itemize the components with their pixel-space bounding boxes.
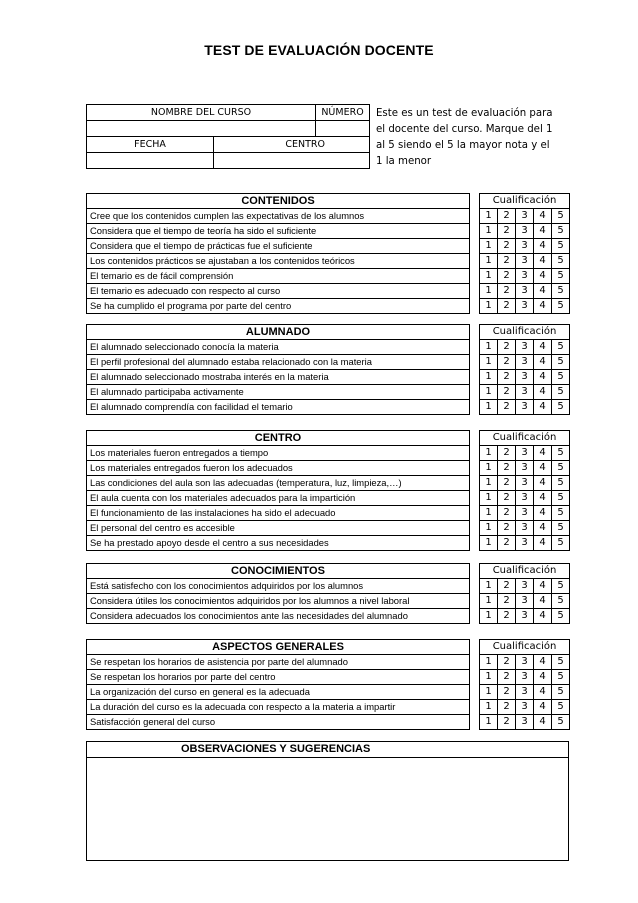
spacer	[470, 400, 480, 415]
question-text: El alumnado comprendía con facilidad el temario	[87, 400, 470, 415]
question-row	[87, 239, 570, 254]
center-field[interactable]	[214, 153, 370, 169]
question-text: Considera que el tiempo de prácticas fue el suficiente	[87, 239, 470, 254]
spacer	[470, 284, 480, 299]
question-row	[87, 594, 570, 609]
question-text: Se respetan los horarios de asistencia por parte del alumnado	[87, 655, 470, 670]
rating-option-5[interactable]: 5	[552, 609, 570, 624]
rating-option-3[interactable]: 3	[516, 670, 534, 685]
rating-option-1[interactable]: 1	[480, 461, 498, 476]
spacer	[470, 299, 480, 314]
section-title: ASPECTOS GENERALES	[87, 640, 470, 655]
spacer	[470, 239, 480, 254]
spacer	[470, 209, 480, 224]
rating-option-4[interactable]: 4	[534, 370, 552, 385]
rating-option-3[interactable]: 3	[516, 355, 534, 370]
rating-option-5[interactable]: 5	[552, 224, 570, 239]
question-text: Los contenidos prácticos se ajustaban a los contenidos teóricos	[87, 254, 470, 269]
rating-option-2[interactable]: 2	[498, 579, 516, 594]
rating-option-4[interactable]: 4	[534, 385, 552, 400]
rating-header: Cualificación	[480, 640, 570, 655]
rating-option-1[interactable]: 1	[480, 536, 498, 551]
course-name-label: NOMBRE DEL CURSO	[87, 105, 316, 121]
rating-option-3[interactable]: 3	[516, 340, 534, 355]
rating-option-3[interactable]: 3	[516, 461, 534, 476]
question-text: El alumnado seleccionado mostraba interés en la materia	[87, 370, 470, 385]
spacer	[470, 355, 480, 370]
question-text: El temario es de fácil comprensión	[87, 269, 470, 284]
rating-option-3[interactable]: 3	[516, 269, 534, 284]
section-title: ALUMNADO	[87, 325, 470, 340]
rating-option-5[interactable]: 5	[552, 521, 570, 536]
rating-option-3[interactable]: 3	[516, 239, 534, 254]
section-title: CENTRO	[87, 431, 470, 446]
rating-option-2[interactable]: 2	[498, 476, 516, 491]
course-name-field[interactable]	[87, 121, 316, 137]
rating-option-2[interactable]: 2	[498, 655, 516, 670]
spacer	[470, 594, 480, 609]
question-text: Se respetan los horarios por parte del centro	[87, 670, 470, 685]
spacer	[470, 446, 480, 461]
rating-option-2[interactable]: 2	[498, 594, 516, 609]
rating-option-1[interactable]: 1	[480, 521, 498, 536]
rating-option-2[interactable]: 2	[498, 299, 516, 314]
rating-option-3[interactable]: 3	[516, 446, 534, 461]
rating-option-4[interactable]: 4	[534, 685, 552, 700]
rating-option-1[interactable]: 1	[480, 655, 498, 670]
rating-option-1[interactable]: 1	[480, 594, 498, 609]
question-row	[87, 340, 570, 355]
spacer	[470, 269, 480, 284]
rating-option-4[interactable]: 4	[534, 521, 552, 536]
spacer	[470, 461, 480, 476]
course-number-field[interactable]	[316, 121, 370, 137]
question-text: Satisfacción general del curso	[87, 715, 470, 730]
rating-option-1[interactable]: 1	[480, 609, 498, 624]
rating-option-4[interactable]: 4	[534, 536, 552, 551]
question-row	[87, 536, 570, 551]
question-row	[87, 685, 570, 700]
spacer	[470, 670, 480, 685]
rating-option-2[interactable]: 2	[498, 700, 516, 715]
rating-option-1[interactable]: 1	[480, 239, 498, 254]
rating-option-5[interactable]: 5	[552, 209, 570, 224]
question-text: Considera útiles los conocimientos adquiridos por los alumnos a nivel laboral	[87, 594, 470, 609]
rating-option-1[interactable]: 1	[480, 446, 498, 461]
rating-header: Cualificación	[480, 194, 570, 209]
rating-option-1[interactable]: 1	[480, 224, 498, 239]
spacer	[470, 194, 480, 209]
rating-option-3[interactable]: 3	[516, 476, 534, 491]
rating-option-2[interactable]: 2	[498, 521, 516, 536]
question-text: El funcionamiento de las instalaciones ha sido el adecuado	[87, 506, 470, 521]
rating-option-4[interactable]: 4	[534, 609, 552, 624]
rating-option-4[interactable]: 4	[534, 476, 552, 491]
rating-option-1[interactable]: 1	[480, 715, 498, 730]
spacer	[470, 715, 480, 730]
rating-option-5[interactable]: 5	[552, 355, 570, 370]
spacer	[470, 325, 480, 340]
question-row	[87, 579, 570, 594]
rating-option-2[interactable]: 2	[498, 670, 516, 685]
rating-option-3[interactable]: 3	[516, 594, 534, 609]
question-row	[87, 655, 570, 670]
rating-option-1[interactable]: 1	[480, 355, 498, 370]
rating-option-3[interactable]: 3	[516, 700, 534, 715]
question-row	[87, 224, 570, 239]
rating-option-1[interactable]: 1	[480, 579, 498, 594]
rating-option-3[interactable]: 3	[516, 506, 534, 521]
spacer	[470, 640, 480, 655]
rating-option-3[interactable]: 3	[516, 536, 534, 551]
rating-option-4[interactable]: 4	[534, 594, 552, 609]
rating-option-5[interactable]: 5	[552, 685, 570, 700]
rating-option-2[interactable]: 2	[498, 506, 516, 521]
rating-option-5[interactable]: 5	[552, 476, 570, 491]
rating-option-4[interactable]: 4	[534, 400, 552, 415]
question-text: Los materiales fueron entregados a tiempo	[87, 446, 470, 461]
section-title: CONTENIDOS	[87, 194, 470, 209]
section-table-0	[86, 193, 570, 314]
rating-option-2[interactable]: 2	[498, 491, 516, 506]
spacer	[470, 370, 480, 385]
question-row	[87, 254, 570, 269]
spacer	[470, 431, 480, 446]
rating-option-2[interactable]: 2	[498, 355, 516, 370]
question-text: El perfil profesional del alumnado estaba relacionado con la materia	[87, 355, 470, 370]
spacer	[470, 476, 480, 491]
rating-option-5[interactable]: 5	[552, 506, 570, 521]
question-text: Considera adecuados los conocimientos ante las necesidades del alumnado	[87, 609, 470, 624]
rating-option-5[interactable]: 5	[552, 370, 570, 385]
rating-option-3[interactable]: 3	[516, 254, 534, 269]
observations-box[interactable]	[86, 741, 569, 861]
rating-option-4[interactable]: 4	[534, 224, 552, 239]
rating-option-5[interactable]: 5	[552, 491, 570, 506]
question-row	[87, 370, 570, 385]
rating-option-4[interactable]: 4	[534, 254, 552, 269]
rating-header: Cualificación	[480, 431, 570, 446]
rating-header: Cualificación	[480, 564, 570, 579]
rating-option-5[interactable]: 5	[552, 670, 570, 685]
question-row	[87, 521, 570, 536]
observations-header	[87, 742, 568, 758]
rating-option-5[interactable]: 5	[552, 655, 570, 670]
rating-option-1[interactable]: 1	[480, 400, 498, 415]
question-text: El personal del centro es accesible	[87, 521, 470, 536]
rating-option-2[interactable]: 2	[498, 609, 516, 624]
rating-option-2[interactable]: 2	[498, 340, 516, 355]
rating-option-1[interactable]: 1	[480, 370, 498, 385]
rating-option-2[interactable]: 2	[498, 446, 516, 461]
rating-option-1[interactable]: 1	[480, 700, 498, 715]
rating-option-4[interactable]: 4	[534, 655, 552, 670]
date-label: FECHA	[87, 137, 214, 153]
rating-option-2[interactable]: 2	[498, 370, 516, 385]
section-table-1	[86, 324, 570, 415]
rating-option-4[interactable]: 4	[534, 284, 552, 299]
question-row	[87, 700, 570, 715]
question-row	[87, 284, 570, 299]
rating-option-5[interactable]: 5	[552, 299, 570, 314]
spacer	[470, 385, 480, 400]
section-table-4	[86, 639, 570, 730]
question-text: Considera que el tiempo de teoría ha sido el suficiente	[87, 224, 470, 239]
spacer	[470, 536, 480, 551]
date-field[interactable]	[87, 153, 214, 169]
rating-option-1[interactable]: 1	[480, 340, 498, 355]
rating-option-2[interactable]: 2	[498, 400, 516, 415]
question-row	[87, 476, 570, 491]
spacer	[470, 224, 480, 239]
rating-option-5[interactable]: 5	[552, 254, 570, 269]
rating-option-2[interactable]: 2	[498, 284, 516, 299]
rating-option-3[interactable]: 3	[516, 521, 534, 536]
rating-option-1[interactable]: 1	[480, 506, 498, 521]
question-row	[87, 506, 570, 521]
rating-option-3[interactable]: 3	[516, 400, 534, 415]
rating-option-2[interactable]: 2	[498, 269, 516, 284]
question-text: Cree que los contenidos cumplen las expectativas de los alumnos	[87, 209, 470, 224]
question-row	[87, 299, 570, 314]
rating-option-1[interactable]: 1	[480, 284, 498, 299]
spacer	[470, 655, 480, 670]
section-title: CONOCIMIENTOS	[87, 564, 470, 579]
rating-option-3[interactable]: 3	[516, 715, 534, 730]
question-text: La duración del curso es la adecuada con respecto a la materia a impartir	[87, 700, 470, 715]
rating-option-5[interactable]: 5	[552, 239, 570, 254]
rating-option-3[interactable]: 3	[516, 224, 534, 239]
rating-option-1[interactable]: 1	[480, 476, 498, 491]
question-row	[87, 715, 570, 730]
rating-option-4[interactable]: 4	[534, 715, 552, 730]
course-header-table	[86, 104, 370, 169]
spacer	[470, 564, 480, 579]
rating-option-1[interactable]: 1	[480, 685, 498, 700]
spacer	[470, 700, 480, 715]
rating-option-4[interactable]: 4	[534, 506, 552, 521]
section-table-2	[86, 430, 570, 551]
rating-option-4[interactable]: 4	[534, 461, 552, 476]
rating-option-5[interactable]: 5	[552, 446, 570, 461]
rating-header: Cualificación	[480, 325, 570, 340]
instructions-note: Este es un test de evaluación para el docente del curso. Marque del 1 al 5 siendo el 5 la mayor nota y el 1 la menor	[376, 108, 553, 167]
rating-option-4[interactable]: 4	[534, 670, 552, 685]
question-row	[87, 209, 570, 224]
rating-option-1[interactable]: 1	[480, 254, 498, 269]
spacer	[470, 254, 480, 269]
question-text: Se ha prestado apoyo desde el centro a sus necesidades	[87, 536, 470, 551]
spacer	[470, 579, 480, 594]
rating-option-4[interactable]: 4	[534, 239, 552, 254]
rating-option-5[interactable]: 5	[552, 536, 570, 551]
rating-option-5[interactable]: 5	[552, 385, 570, 400]
rating-option-4[interactable]: 4	[534, 579, 552, 594]
spacer	[470, 609, 480, 624]
rating-option-2[interactable]: 2	[498, 715, 516, 730]
rating-option-2[interactable]: 2	[498, 224, 516, 239]
question-text: Los materiales entregados fueron los adecuados	[87, 461, 470, 476]
rating-option-1[interactable]: 1	[480, 269, 498, 284]
rating-option-4[interactable]: 4	[534, 491, 552, 506]
course-number-label: NÚMERO	[316, 105, 370, 121]
rating-option-1[interactable]: 1	[480, 299, 498, 314]
page-title: TEST DE EVALUACIÓN DOCENTE	[204, 42, 434, 58]
rating-option-4[interactable]: 4	[534, 340, 552, 355]
rating-option-4[interactable]: 4	[534, 209, 552, 224]
rating-option-4[interactable]: 4	[534, 299, 552, 314]
rating-option-2[interactable]: 2	[498, 536, 516, 551]
rating-option-5[interactable]: 5	[552, 269, 570, 284]
question-text: El temario es adecuado con respecto al curso	[87, 284, 470, 299]
question-row	[87, 385, 570, 400]
spacer	[470, 491, 480, 506]
question-text: Se ha cumplido el programa por parte del centro	[87, 299, 470, 314]
rating-option-5[interactable]: 5	[552, 715, 570, 730]
observations-title: OBSERVACIONES Y SUGERENCIAS	[181, 743, 371, 755]
rating-option-2[interactable]: 2	[498, 239, 516, 254]
question-row	[87, 446, 570, 461]
rating-option-1[interactable]: 1	[480, 670, 498, 685]
rating-option-5[interactable]: 5	[552, 579, 570, 594]
question-row	[87, 670, 570, 685]
question-text: El alumnado participaba activamente	[87, 385, 470, 400]
question-row	[87, 461, 570, 476]
rating-option-5[interactable]: 5	[552, 700, 570, 715]
rating-option-5[interactable]: 5	[552, 340, 570, 355]
question-row	[87, 491, 570, 506]
rating-option-3[interactable]: 3	[516, 370, 534, 385]
rating-option-3[interactable]: 3	[516, 655, 534, 670]
rating-option-2[interactable]: 2	[498, 685, 516, 700]
rating-option-1[interactable]: 1	[480, 209, 498, 224]
rating-option-2[interactable]: 2	[498, 254, 516, 269]
rating-option-3[interactable]: 3	[516, 609, 534, 624]
question-row	[87, 269, 570, 284]
rating-option-3[interactable]: 3	[516, 685, 534, 700]
rating-option-2[interactable]: 2	[498, 461, 516, 476]
rating-option-3[interactable]: 3	[516, 385, 534, 400]
rating-option-3[interactable]: 3	[516, 579, 534, 594]
rating-option-1[interactable]: 1	[480, 385, 498, 400]
spacer	[470, 506, 480, 521]
spacer	[470, 685, 480, 700]
spacer	[470, 521, 480, 536]
question-text: El alumnado seleccionado conocía la materia	[87, 340, 470, 355]
rating-option-3[interactable]: 3	[516, 299, 534, 314]
rating-option-3[interactable]: 3	[516, 491, 534, 506]
question-text: El aula cuenta con los materiales adecuados para la impartición	[87, 491, 470, 506]
rating-option-4[interactable]: 4	[534, 355, 552, 370]
spacer	[470, 340, 480, 355]
rating-option-5[interactable]: 5	[552, 461, 570, 476]
question-row	[87, 609, 570, 624]
rating-option-5[interactable]: 5	[552, 284, 570, 299]
center-label: CENTRO	[214, 137, 370, 153]
rating-option-2[interactable]: 2	[498, 385, 516, 400]
rating-option-5[interactable]: 5	[552, 594, 570, 609]
question-text: Las condiciones del aula son las adecuadas (temperatura, luz, limpieza,…)	[87, 476, 470, 491]
section-table-3	[86, 563, 570, 624]
rating-option-4[interactable]: 4	[534, 446, 552, 461]
question-text: Está satisfecho con los conocimientos adquiridos por los alumnos	[87, 579, 470, 594]
rating-option-4[interactable]: 4	[534, 700, 552, 715]
rating-option-1[interactable]: 1	[480, 491, 498, 506]
question-row	[87, 355, 570, 370]
rating-option-4[interactable]: 4	[534, 269, 552, 284]
rating-option-3[interactable]: 3	[516, 284, 534, 299]
question-row	[87, 400, 570, 415]
rating-option-5[interactable]: 5	[552, 400, 570, 415]
rating-option-2[interactable]: 2	[498, 209, 516, 224]
question-text: La organización del curso en general es la adecuada	[87, 685, 470, 700]
rating-option-3[interactable]: 3	[516, 209, 534, 224]
